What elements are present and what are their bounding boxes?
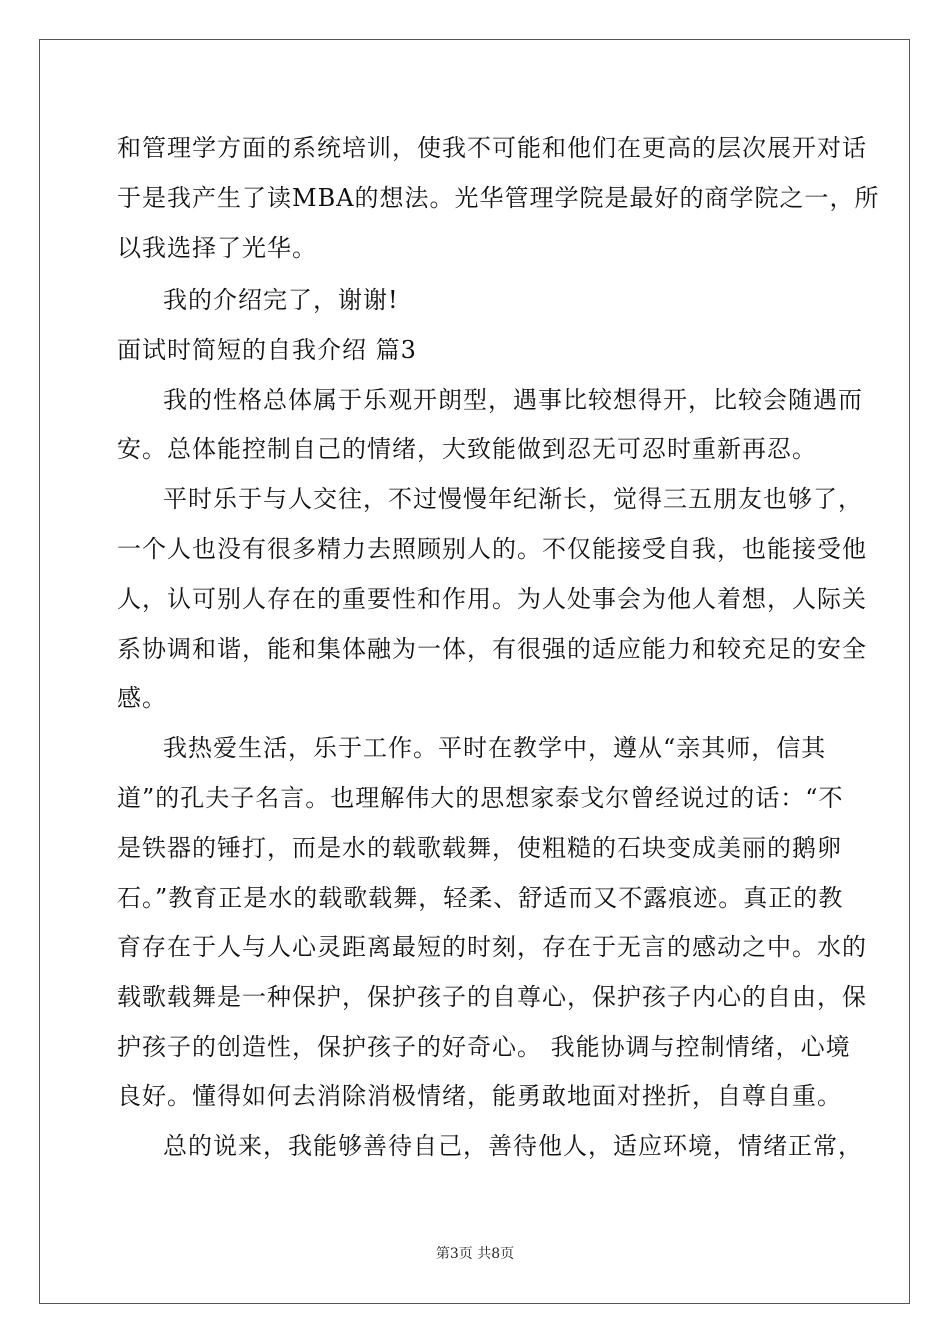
text-line: 道”的孔夫子名言。也理解伟大的思想家泰戈尔曾经说过的话：“不 [117,784,844,812]
text-line: 感。 [117,684,167,712]
page-footer: 第3页 共8页 [435,1246,515,1262]
text-line: 系协调和谐，能和集体融为一体，有很强的适应能力和较充足的安全 [117,635,867,663]
text-line: 安。总体能控制自己的情绪，大致能做到忍无可忍时重新再忍。 [117,435,817,463]
text-line: 我的介绍完了，谢谢! [163,286,399,314]
text-line: 良好。懂得如何去消除消极情绪，能勇敢地面对挫折，自尊自重。 [117,1082,842,1110]
text-line: 石。”教育正是水的载歌载舞，轻柔、舒适而又不露痕迹。真正的教 [117,884,844,912]
text-line: 载歌载舞是一种保护，保护孩子的自尊心，保护孩子内心的自由，保 [117,983,867,1011]
text-line: 和管理学方面的系统培训，使我不可能和他们在更高的层次展开对话 [117,134,867,162]
text-line: 育存在于人与人心灵距离最短的时刻，存在于无言的感动之中。水的 [117,933,867,961]
text-line: 人，认可别人存在的重要性和作用。为人处事会为他人着想，人际关 [117,585,867,613]
text-line: 护孩子的创造性，保护孩子的好奇心。 我能协调与控制情绪，心境 [117,1033,851,1061]
section-heading: 面试时简短的自我介绍 篇3 [117,336,417,364]
text-line: 是铁器的锤打，而是水的载歌载舞，使粗糙的石块变成美丽的鹅卵 [117,834,842,862]
text-line: 总的说来，我能够善待自己，善待他人，适应环境，情绪正常， [163,1132,863,1160]
text-line: 一个人也没有很多精力去照顾别人的。不仅能接受自我，也能接受他 [117,535,867,563]
text-line: 我热爱生活，乐于工作。平时在教学中，遵从“亲其师，信其 [163,734,827,762]
text-line: 于是我产生了读MBA的想法。光华管理学院是最好的商学院之一，所 [117,184,880,212]
text-line: 我的性格总体属于乐观开朗型，遇事比较想得开，比较会随遇而 [163,386,863,414]
text-line: 以我选择了光华。 [117,234,317,262]
page-border [39,39,910,1304]
text-line: 平时乐于与人交往，不过慢慢年纪渐长，觉得三五朋友也够了， [163,485,863,513]
